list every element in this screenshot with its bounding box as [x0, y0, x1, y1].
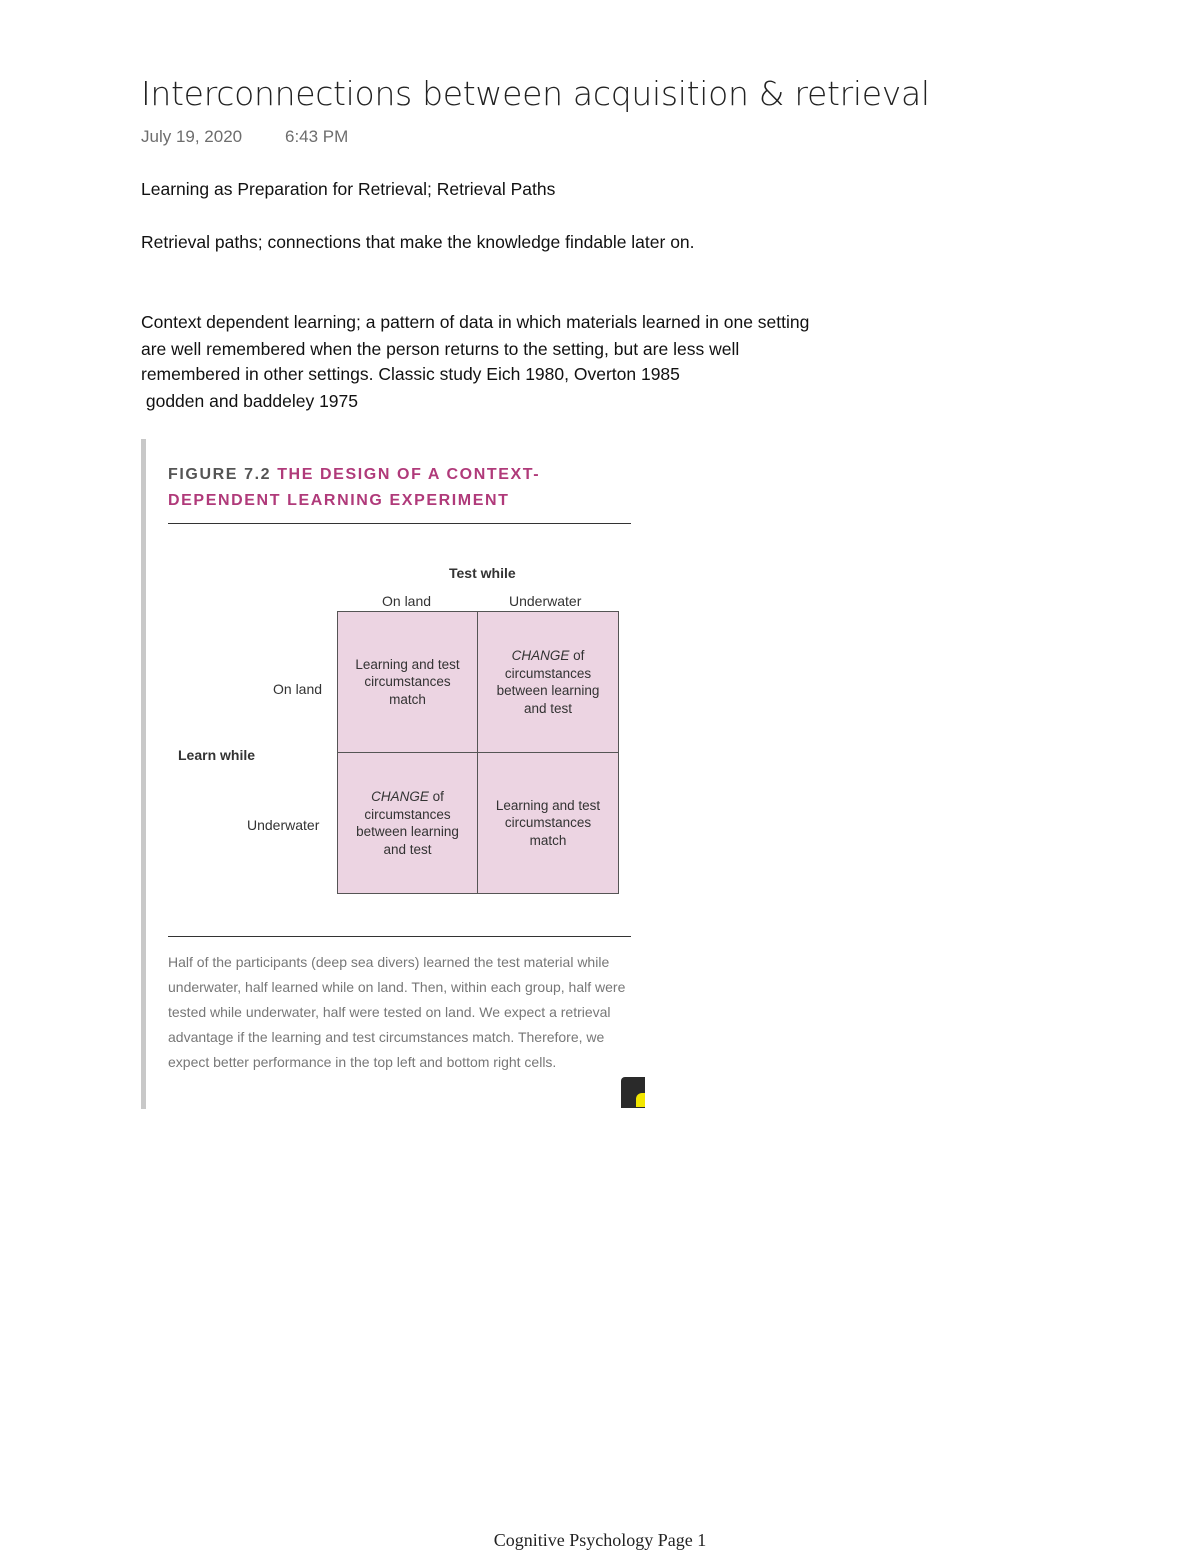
context-line-2: are well remembered when the person returns to the setting, but are less well [141, 339, 740, 359]
context-line-4: godden and baddeley 1975 [141, 391, 359, 411]
col-underwater-label: Underwater [509, 593, 582, 609]
learn-while-label: Learn while [178, 747, 256, 763]
page-footer: Cognitive Psychology Page 1 [493, 1530, 707, 1550]
figure-bottom-rule [168, 936, 631, 937]
page-title: Interconnections between acquisition & retrieval [141, 74, 930, 113]
section-heading: Learning as Preparation for Retrieval; Retrieval Paths [141, 179, 556, 199]
retrieval-paths-definition: Retrieval paths; connections that make the knowledge findable later on. [141, 232, 695, 252]
corner-badge-icon [621, 1077, 645, 1108]
figure-title-line1: THE DESIGN OF A CONTEXT- [277, 466, 541, 483]
context-line-3: remembered in other settings. Classic study Eich 1980, Overton 1985 [141, 364, 680, 384]
figure-left-bar [141, 439, 146, 1109]
cell-land-land: Learning and test circumstances match [338, 612, 478, 753]
cell-underwater-underwater: Learning and test circumstances match [495, 797, 601, 848]
cell-land-underwater: CHANGE of circumstances between learning and test [478, 612, 618, 753]
figure-title [168, 462, 540, 514]
figure-title-line2: DEPENDENT LEARNING EXPERIMENT [168, 492, 510, 509]
figure-top-rule [168, 523, 631, 524]
context-line-1: Context dependent learning; a pattern of data in which materials learned in one setting [141, 312, 810, 332]
figure-caption: Half of the participants (deep sea divers) learned the test material while underwater, half learned while on land. Then, within each group, half were tested while underwater, half were tested on land. We expect a retrieval advantage if the learning and test circumstances match. Therefore, we expect better performance in the top left and bottom right cells. [168, 954, 626, 1070]
row-on-land-label: On land [273, 681, 323, 697]
cell-underwater-land: CHANGE of circumstances between learning and test [338, 753, 478, 893]
col-on-land-label: On land [382, 593, 432, 609]
note-time: 6:43 PM [285, 127, 349, 146]
note-date: July 19, 2020 [141, 127, 243, 146]
test-while-label: Test while [449, 565, 516, 581]
row-underwater-label: Underwater [247, 817, 320, 833]
design-grid [337, 611, 619, 894]
figure-number: FIGURE 7.2 [168, 466, 272, 483]
